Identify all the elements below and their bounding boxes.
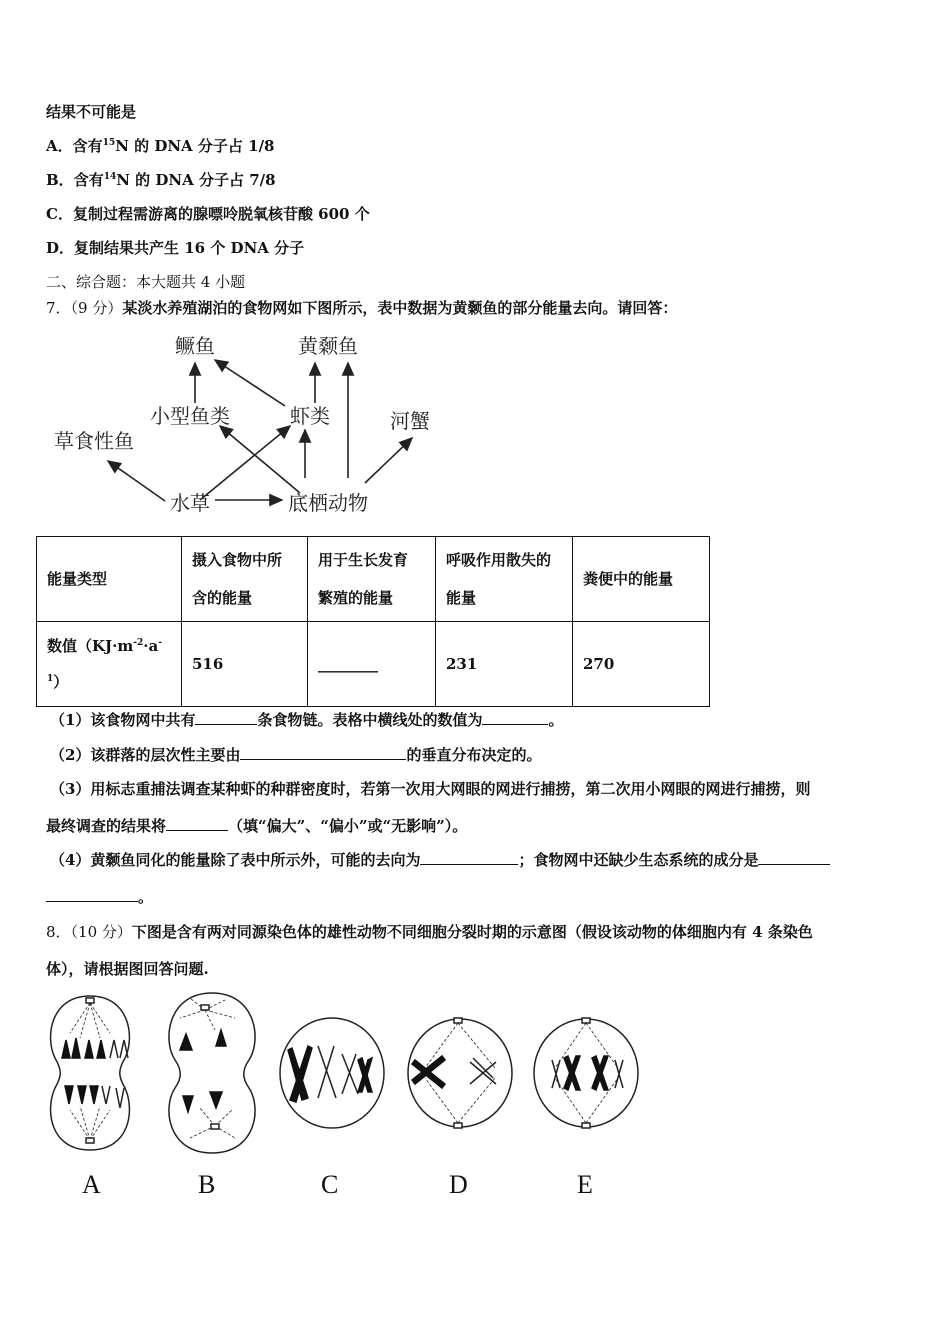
node-shuicao: 水草 xyxy=(170,491,210,515)
q7-stem: 7．（9 分）某淡水养殖湖泊的食物网如下图所示，表中数据为黄颡鱼的部分能量去向。请回答： xyxy=(46,299,678,317)
node-caoshixingyu: 草食性鱼 xyxy=(54,429,134,453)
table-header-cell: 用于生长发育 繁殖的能量 xyxy=(308,537,436,622)
table-cell: 516 xyxy=(182,622,308,707)
figure-label-d: D xyxy=(449,1170,468,1199)
q8-stem: 8．（10 分）下图是含有两对同源染色体的雄性动物不同细胞分裂时期的示意图（假设该动物的体细胞内有 4 条染色 xyxy=(46,923,813,941)
table-header-cell: 呼吸作用散失的 能量 xyxy=(436,537,573,622)
figure-label-a: A xyxy=(82,1170,101,1199)
node-xiaoxingyulei: 小型鱼类 xyxy=(150,404,230,428)
table-cell-blank: ________ xyxy=(308,622,436,707)
cell-figure-b xyxy=(169,993,255,1153)
cell-figure-e xyxy=(534,1018,638,1128)
q7-sub-1: （1）该食物网中共有 条食物链。表格中横线处的数值为 。 xyxy=(50,711,564,729)
option-a: A．含有$^{15}$N 的 DNA 分子占 1/8 xyxy=(46,137,275,155)
node-diqidongwu: 底栖动物 xyxy=(288,491,368,515)
node-guiyu: 鳜鱼 xyxy=(175,334,215,358)
node-hexie: 河蟹 xyxy=(390,409,430,433)
figure-label-c: C xyxy=(321,1170,339,1199)
energy-table xyxy=(36,536,710,707)
cell-division-figures xyxy=(40,988,660,1163)
table-header-cell: 摄入食物中所 含的能量 xyxy=(182,537,308,622)
option-c: C．复制过程需游离的腺嘌呤脱氧核苷酸 600 个 xyxy=(46,205,370,223)
q7-sub-3: （3）用标志重捕法调查某种虾的种群密度时，若第一次用大网眼的网进行捕捞，第二次用小网眼的网进行捕捞，则 xyxy=(50,780,811,798)
table-header-row xyxy=(37,537,710,622)
q7-sub-4: （4）黄颡鱼同化的能量除了表中所示外，可能的去向为 ；食物网中还缺少生态系统的成分是 xyxy=(50,850,830,870)
option-b: B．含有$^{14}$N 的 DNA 分子占 7/8 xyxy=(46,171,276,189)
figure-label-e: E xyxy=(577,1170,593,1199)
section-heading: 二、综合题：本大题共 4 小题 xyxy=(46,273,246,291)
cell-figure-c xyxy=(280,1018,384,1128)
table-row-label: 数值$(KJ\cdot m^{-2}\cdot a^{-1})$ xyxy=(37,622,182,707)
q7-sub-2: （2）该群落的层次性主要由 的垂直分布决定的。 xyxy=(50,746,542,764)
cell-figure-a xyxy=(51,996,130,1150)
q7-sub-4-cont: 。 xyxy=(46,887,153,907)
option-d: D．复制结果共产生 16 个 DNA 分子 xyxy=(46,239,305,257)
table-header-cell: 粪便中的能量 xyxy=(573,537,710,622)
table-row xyxy=(37,622,710,707)
question-stem-end: 结果不可能是 xyxy=(46,103,137,121)
q8-stem-cont: 体），请根据图回答问题. xyxy=(46,960,209,978)
table-cell: 231 xyxy=(436,622,573,707)
figure-label-b: B xyxy=(198,1170,216,1199)
node-huangsangyu: 黄颡鱼 xyxy=(298,334,358,358)
food-web-diagram xyxy=(50,328,450,523)
q7-sub-3-cont: 最终调查的结果将 （填“偏大”、“偏小”或“无影响”）。 xyxy=(46,817,468,835)
node-xialei: 虾类 xyxy=(290,404,330,428)
table-cell: 270 xyxy=(573,622,710,707)
table-header-cell: 能量类型 xyxy=(37,537,182,622)
cell-figure-d xyxy=(408,1018,512,1128)
